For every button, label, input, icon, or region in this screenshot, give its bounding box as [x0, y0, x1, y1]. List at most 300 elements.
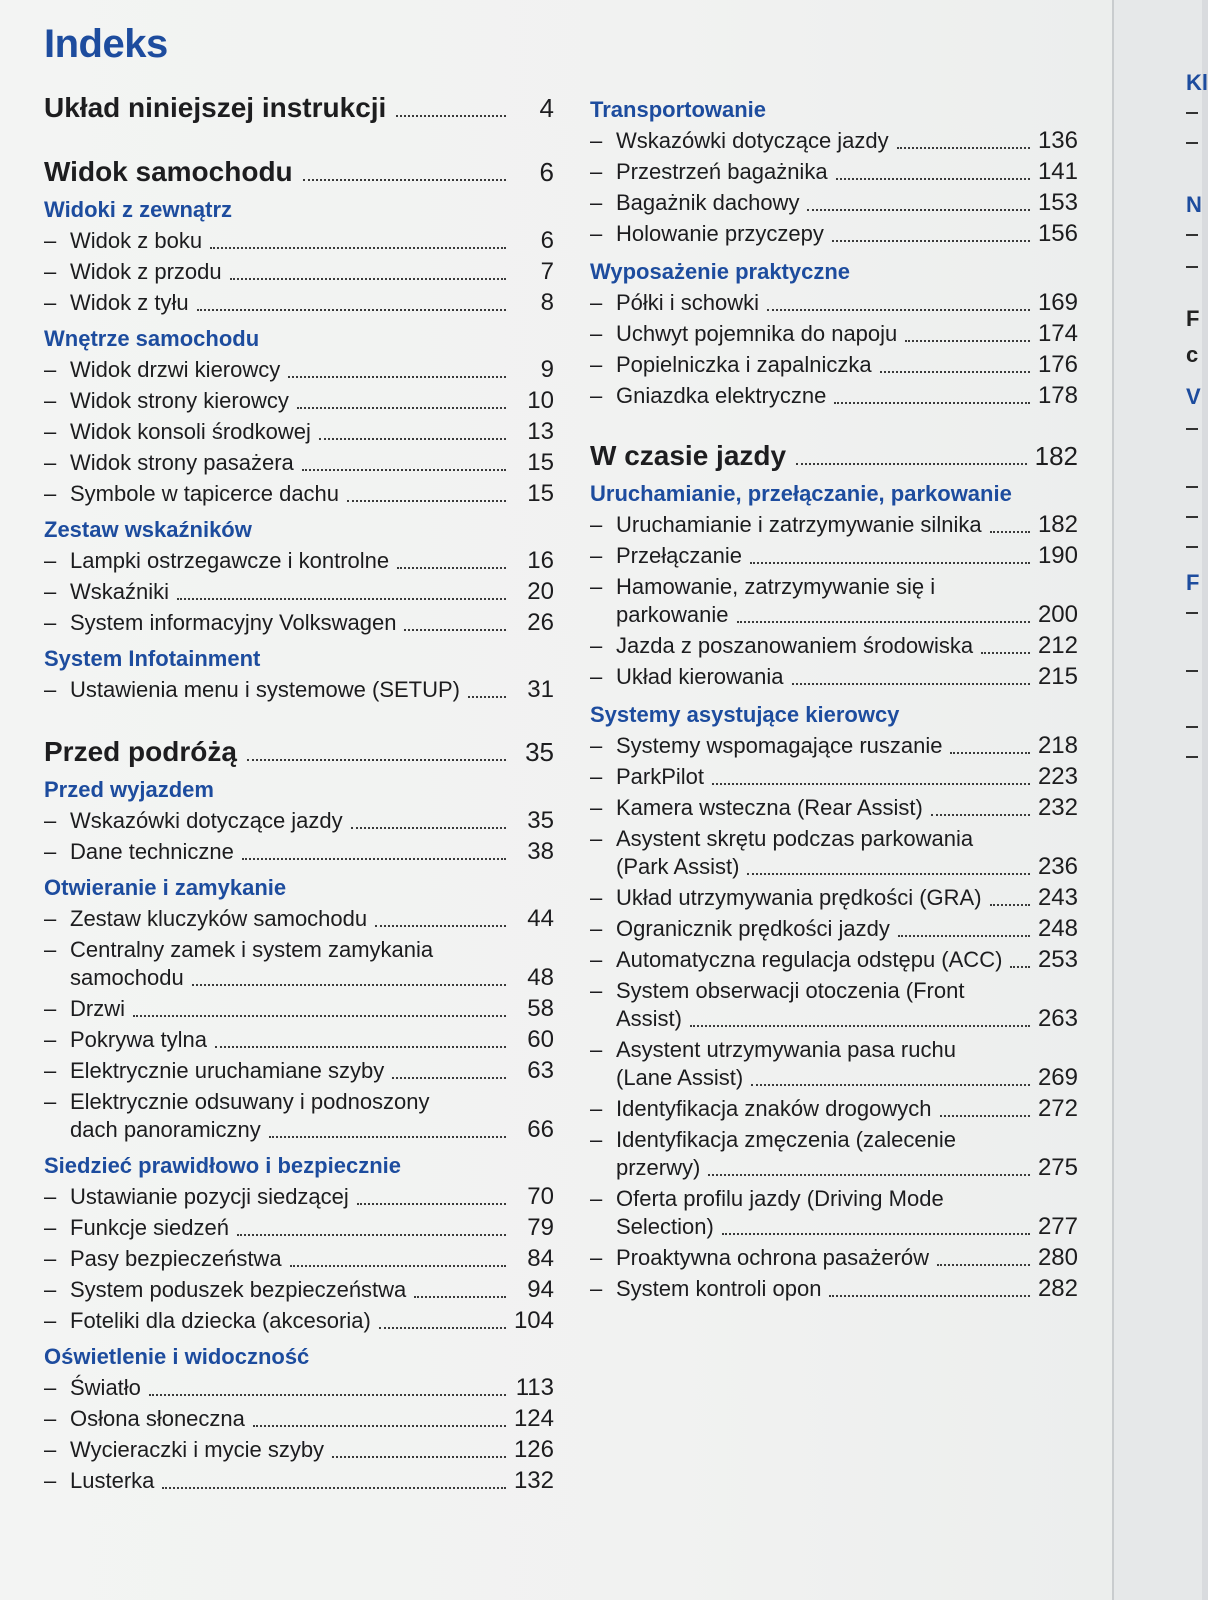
- entry-page-number: 243: [1037, 884, 1078, 911]
- entry-page-number: 174: [1037, 320, 1078, 347]
- entry-text: Asystent utrzymywania pasa ruchu: [616, 1037, 956, 1062]
- index-section: [44, 736, 554, 1495]
- index-entry: [590, 542, 1078, 570]
- edge-dash: [1186, 428, 1198, 430]
- index-entry: [590, 663, 1078, 691]
- dot-leader: [197, 309, 506, 311]
- entry-text-wrap: [70, 936, 514, 992]
- entry-page-number: 182: [1037, 511, 1078, 538]
- index-entry: [44, 905, 554, 933]
- dot-leader: [712, 783, 1030, 785]
- entry-dash: –: [590, 574, 603, 599]
- entry-dash: –: [590, 978, 603, 1003]
- entry-dash: –: [590, 128, 603, 153]
- entry-dash: –: [590, 352, 603, 377]
- index-column-right: [590, 92, 1078, 1303]
- index-entry: [44, 258, 554, 286]
- index-entry: [590, 1095, 1078, 1123]
- index-entry: [590, 794, 1078, 822]
- entry-text: Ustawianie pozycji siedzącej: [70, 1184, 349, 1209]
- dot-leader: [937, 1264, 1030, 1266]
- entry-text: Jazda z poszanowaniem środowiska: [616, 633, 974, 658]
- edge-fragment: F: [1186, 570, 1200, 595]
- entry-text: Zestaw kluczyków samochodu: [70, 906, 368, 931]
- section-heading-row: [44, 156, 554, 188]
- index-entry: [590, 763, 1078, 791]
- dot-leader: [302, 469, 506, 471]
- entry-continuation-row: [70, 1116, 514, 1144]
- entry-page-number: 132: [513, 1467, 554, 1494]
- subsection-title: Widoki z zewnątrz: [44, 197, 233, 222]
- entry-dash: –: [590, 512, 603, 537]
- dot-leader: [414, 1296, 506, 1298]
- subsection-title: Systemy asystujące kierowcy: [590, 702, 900, 727]
- entry-text: Funkcje siedzeń: [70, 1215, 229, 1240]
- entry-text: Widok strony kierowcy: [70, 388, 289, 413]
- entry-page-number: 13: [527, 418, 554, 445]
- entry-text: Elektrycznie uruchamiane szyby: [70, 1058, 385, 1083]
- entry-page-number: 16: [527, 547, 554, 574]
- dot-leader: [253, 1425, 506, 1427]
- entry-text: Gniazdka elektryczne: [616, 383, 827, 408]
- index-entry: [590, 1244, 1078, 1272]
- entry-dash: –: [44, 228, 57, 253]
- index-entry: [44, 356, 554, 384]
- dot-leader: [351, 827, 506, 829]
- edge-fragment: N: [1186, 192, 1202, 217]
- edge-dash: [1186, 234, 1198, 236]
- entry-dash: –: [44, 1308, 57, 1333]
- entry-page-number: 6: [540, 227, 554, 254]
- entry-text: Proaktywna ochrona pasażerów: [616, 1245, 930, 1270]
- entry-text-continued: Assist): [616, 1006, 682, 1031]
- dot-leader: [303, 179, 506, 181]
- entry-dash: –: [590, 733, 603, 758]
- entry-page-number: 44: [527, 905, 554, 932]
- entry-dash: –: [44, 610, 57, 635]
- index-section: [44, 156, 554, 704]
- entry-text: Pokrywa tylna: [70, 1027, 207, 1052]
- entry-dash: –: [44, 1277, 57, 1302]
- entry-text: Pasy bezpieczeństwa: [70, 1246, 282, 1271]
- dot-leader: [404, 629, 506, 631]
- entry-page-number: 248: [1037, 915, 1078, 942]
- entry-dash: –: [44, 1246, 57, 1271]
- dot-leader: [990, 531, 1030, 533]
- entry-text: System poduszek bezpieczeństwa: [70, 1277, 407, 1302]
- entry-text: Centralny zamek i system zamykania: [70, 937, 434, 962]
- edge-fragment: V: [1186, 384, 1201, 409]
- index-entry: [44, 480, 554, 508]
- entry-page-number: 38: [527, 838, 554, 865]
- section-page-number: 4: [539, 93, 554, 123]
- section-page-number: 6: [539, 157, 554, 187]
- entry-text-continued: parkowanie: [616, 602, 729, 627]
- entry-page-number: 178: [1037, 382, 1078, 409]
- index-entry: [44, 1374, 554, 1402]
- dot-leader: [750, 562, 1030, 564]
- entry-text: Systemy wspomagające ruszanie: [616, 733, 943, 758]
- entry-page-number: 190: [1037, 542, 1078, 569]
- entry-text: Dane techniczne: [70, 839, 234, 864]
- subsection-title: Siedzieć prawidłowo i bezpiecznie: [44, 1153, 401, 1178]
- index-entry: [590, 1185, 1078, 1241]
- section-title: Przed podróżą: [44, 736, 237, 767]
- edge-dash: [1186, 546, 1198, 548]
- entry-text: ParkPilot: [616, 764, 705, 789]
- entry-text: Kamera wsteczna (Rear Assist): [616, 795, 923, 820]
- dot-leader: [396, 115, 506, 117]
- entry-text-continued: przerwy): [616, 1155, 701, 1180]
- entry-dash: –: [590, 190, 603, 215]
- entry-page-number: 275: [1037, 1154, 1078, 1181]
- entry-text: Identyfikacja zmęczenia (zalecenie: [616, 1127, 956, 1152]
- entry-text: Popielniczka i zapalniczka: [616, 352, 872, 377]
- entry-dash: –: [590, 1096, 603, 1121]
- index-entry: [44, 1307, 554, 1335]
- entry-dash: –: [44, 1406, 57, 1431]
- entry-dash: –: [590, 633, 603, 658]
- entry-page-number: 126: [513, 1436, 554, 1463]
- dot-leader: [990, 904, 1030, 906]
- entry-text: Wskazówki dotyczące jazdy: [616, 128, 889, 153]
- dot-leader: [242, 858, 506, 860]
- subsection-title: Przed wyjazdem: [44, 777, 214, 802]
- dot-leader: [392, 1077, 506, 1079]
- entry-text-wrap: [616, 977, 1038, 1033]
- dot-leader: [981, 652, 1030, 654]
- dot-leader: [807, 209, 1030, 211]
- dot-leader: [149, 1394, 506, 1396]
- entry-text-wrap: [616, 1036, 1038, 1092]
- entry-dash: –: [44, 548, 57, 573]
- entry-continuation-row: [616, 1154, 1038, 1182]
- entry-dash: –: [44, 1375, 57, 1400]
- index-entry: [44, 838, 554, 866]
- entry-dash: –: [590, 795, 603, 820]
- entry-dash: –: [44, 450, 57, 475]
- entry-text: Światło: [70, 1375, 141, 1400]
- dot-leader: [796, 463, 1027, 465]
- entry-continuation-row: [616, 1064, 1038, 1092]
- index-entry: [590, 1036, 1078, 1092]
- dot-leader: [468, 696, 506, 698]
- entry-text: Wycieraczki i mycie szyby: [70, 1437, 325, 1462]
- entry-text: Elektrycznie odsuwany i podnoszony: [70, 1089, 430, 1114]
- index-entry: [44, 227, 554, 255]
- entry-dash: –: [590, 1276, 603, 1301]
- entry-dash: –: [44, 419, 57, 444]
- entry-dash: –: [590, 1037, 603, 1062]
- entry-dash: –: [44, 290, 57, 315]
- dot-leader: [269, 1136, 506, 1138]
- entry-dash: –: [44, 259, 57, 284]
- index-entry: [44, 936, 554, 992]
- entry-dash: –: [590, 1245, 603, 1270]
- entry-page-number: 277: [1037, 1213, 1078, 1240]
- entry-text: Osłona słoneczna: [70, 1406, 245, 1431]
- dot-leader: [722, 1233, 1030, 1235]
- entry-page-number: 153: [1037, 189, 1078, 216]
- entry-page-number: 269: [1037, 1064, 1078, 1091]
- entry-text-continued: (Lane Assist): [616, 1065, 744, 1090]
- entry-text: Wskazówki dotyczące jazdy: [70, 808, 343, 833]
- dot-leader: [747, 873, 1029, 875]
- dot-leader: [829, 1295, 1030, 1297]
- index-entry: [44, 1214, 554, 1242]
- index-entry: [590, 977, 1078, 1033]
- index-entry: [44, 1436, 554, 1464]
- entry-dash: –: [44, 579, 57, 604]
- entry-page-number: 136: [1037, 127, 1078, 154]
- subsection-title: Wnętrze samochodu: [44, 326, 260, 351]
- entry-text: Drzwi: [70, 996, 125, 1021]
- dot-leader: [297, 407, 506, 409]
- dot-leader: [708, 1174, 1030, 1176]
- entry-page-number: 26: [527, 609, 554, 636]
- index-entry: [44, 449, 554, 477]
- section-page-number: 182: [1034, 441, 1078, 471]
- index-entry: [590, 1275, 1078, 1303]
- subsection-title: Uruchamianie, przełączanie, parkowanie: [590, 481, 1012, 506]
- entry-continuation-row: [616, 1213, 1038, 1241]
- entry-dash: –: [590, 221, 603, 246]
- entry-page-number: 212: [1037, 632, 1078, 659]
- index-entry: [44, 995, 554, 1023]
- entry-dash: –: [44, 996, 57, 1021]
- entry-dash: –: [44, 481, 57, 506]
- entry-page-number: 35: [527, 807, 554, 834]
- index-section: [590, 96, 1078, 410]
- index-entry: [590, 189, 1078, 217]
- entry-dash: –: [590, 916, 603, 941]
- index-entry: [590, 320, 1078, 348]
- section-heading-row: [44, 736, 554, 768]
- dot-leader: [836, 178, 1030, 180]
- section-heading-row: [590, 440, 1078, 472]
- entry-continuation-row: [616, 601, 1038, 629]
- dot-leader: [767, 309, 1030, 311]
- subsection-title: Wyposażenie praktyczne: [590, 259, 851, 284]
- index-entry: [590, 127, 1078, 155]
- index-entry: [44, 609, 554, 637]
- entry-text: Asystent skrętu podczas parkowania: [616, 826, 974, 851]
- page-title: Indeks: [44, 22, 168, 66]
- dot-leader: [905, 340, 1030, 342]
- edge-dash: [1186, 266, 1198, 268]
- dot-leader: [230, 278, 506, 280]
- index-entry: [590, 732, 1078, 760]
- entry-dash: –: [590, 1127, 603, 1152]
- section-title: Widok samochodu: [44, 156, 293, 187]
- entry-text-continued: Selection): [616, 1214, 714, 1239]
- index-entry: [590, 511, 1078, 539]
- entry-text: Widok konsoli środkowej: [70, 419, 311, 444]
- entry-text-wrap: [616, 573, 1038, 629]
- edge-fragment: F: [1186, 306, 1200, 331]
- entry-page-number: 223: [1037, 763, 1078, 790]
- index-entry: [590, 884, 1078, 912]
- dot-leader: [950, 752, 1029, 754]
- entry-text: Bagażnik dachowy: [616, 190, 800, 215]
- dot-leader: [931, 814, 1030, 816]
- entry-dash: –: [44, 388, 57, 413]
- entry-text: Przestrzeń bagażnika: [616, 159, 828, 184]
- entry-page-number: 253: [1037, 946, 1078, 973]
- entry-page-number: 84: [527, 1245, 554, 1272]
- entry-dash: –: [44, 1437, 57, 1462]
- entry-dash: –: [590, 664, 603, 689]
- entry-text: Wskaźniki: [70, 579, 170, 604]
- entry-dash: –: [44, 357, 57, 382]
- index-entry: [44, 807, 554, 835]
- index-entry: [44, 1026, 554, 1054]
- dot-leader: [237, 1234, 506, 1236]
- entry-text-continued: dach panoramiczny: [70, 1117, 261, 1142]
- entry-page-number: 20: [527, 578, 554, 605]
- entry-text: Półki i schowki: [616, 290, 760, 315]
- entry-page-number: 48: [527, 964, 554, 991]
- entry-text: Lusterka: [70, 1468, 155, 1493]
- entry-page-number: 15: [527, 480, 554, 507]
- dot-leader: [133, 1015, 506, 1017]
- entry-page-number: 8: [540, 289, 554, 316]
- entry-dash: –: [590, 826, 603, 851]
- index-entry: [590, 158, 1078, 186]
- entry-text: Widok z tyłu: [70, 290, 189, 315]
- dot-leader: [215, 1046, 506, 1048]
- index-entry: [44, 578, 554, 606]
- dot-leader: [1010, 966, 1030, 968]
- entry-page-number: 280: [1037, 1244, 1078, 1271]
- next-page-edge: [1112, 0, 1208, 1600]
- subsection-title: Zestaw wskaźników: [44, 517, 252, 542]
- entry-text: Widok strony pasażera: [70, 450, 294, 475]
- index-entry: [590, 946, 1078, 974]
- entry-dash: –: [44, 1468, 57, 1493]
- entry-text: Ogranicznik prędkości jazdy: [616, 916, 890, 941]
- entry-page-number: 58: [527, 995, 554, 1022]
- entry-text: System kontroli opon: [616, 1276, 822, 1301]
- index-entry: [44, 1405, 554, 1433]
- index-entry: [44, 387, 554, 415]
- entry-dash: –: [590, 543, 603, 568]
- entry-text: Foteliki dla dziecka (akcesoria): [70, 1308, 371, 1333]
- entry-page-number: 94: [527, 1276, 554, 1303]
- index-entry: [44, 1183, 554, 1211]
- subsection-title: System Infotainment: [44, 646, 261, 671]
- entry-continuation-row: [616, 1005, 1038, 1033]
- subsection-title: Oświetlenie i widoczność: [44, 1344, 310, 1369]
- entry-text: System informacyjny Volkswagen: [70, 610, 397, 635]
- entry-page-number: 124: [513, 1405, 554, 1432]
- index-entry: [590, 632, 1078, 660]
- entry-text: Układ utrzymywania prędkości (GRA): [616, 885, 982, 910]
- dot-leader: [290, 1265, 506, 1267]
- entry-text: Ustawienia menu i systemowe (SETUP): [70, 677, 461, 702]
- edge-fragment: Kl: [1186, 70, 1208, 95]
- edge-dash: [1186, 112, 1198, 114]
- dot-leader: [192, 984, 506, 986]
- entry-continuation-row: [616, 853, 1038, 881]
- index-entry: [590, 573, 1078, 629]
- entry-text: Uruchamianie i zatrzymywanie silnika: [616, 512, 982, 537]
- entry-dash: –: [590, 1186, 603, 1211]
- entry-dash: –: [44, 1215, 57, 1240]
- entry-text: Widok z boku: [70, 228, 203, 253]
- index-section: [44, 92, 554, 124]
- index-section: [590, 440, 1078, 1303]
- entry-text: Przełączanie: [616, 543, 742, 568]
- entry-text-wrap: [616, 825, 1038, 881]
- entry-dash: –: [44, 839, 57, 864]
- edge-dash: [1186, 756, 1198, 758]
- entry-page-number: 15: [527, 449, 554, 476]
- entry-page-number: 169: [1037, 289, 1078, 316]
- entry-page-number: 263: [1037, 1005, 1078, 1032]
- entry-page-number: 66: [527, 1116, 554, 1143]
- entry-text: Oferta profilu jazdy (Driving Mode: [616, 1186, 944, 1211]
- dot-leader: [288, 376, 506, 378]
- entry-dash: –: [590, 321, 603, 346]
- edge-fragment: c: [1186, 342, 1199, 367]
- entry-dash: –: [44, 808, 57, 833]
- dot-leader: [834, 402, 1030, 404]
- section-title: W czasie jazdy: [590, 440, 787, 471]
- entry-text: Automatyczna regulacja odstępu (ACC): [616, 947, 1003, 972]
- index-entry: [44, 1467, 554, 1495]
- dot-leader: [751, 1084, 1030, 1086]
- entry-page-number: 10: [527, 387, 554, 414]
- entry-text-wrap: [70, 1088, 514, 1144]
- entry-dash: –: [590, 383, 603, 408]
- edge-dash: [1186, 516, 1198, 518]
- index-entry: [44, 547, 554, 575]
- index-entry: [44, 1057, 554, 1085]
- entry-page-number: 176: [1037, 351, 1078, 378]
- entry-dash: –: [590, 159, 603, 184]
- entry-page-number: 232: [1037, 794, 1078, 821]
- entry-text: Identyfikacja znaków drogowych: [616, 1096, 932, 1121]
- index-entry: [44, 289, 554, 317]
- entry-dash: –: [590, 885, 603, 910]
- entry-dash: –: [590, 764, 603, 789]
- edge-dash: [1186, 726, 1198, 728]
- entry-dash: –: [44, 1027, 57, 1052]
- index-entry: [590, 220, 1078, 248]
- entry-text: Widok z przodu: [70, 259, 222, 284]
- dot-leader: [347, 500, 506, 502]
- entry-text: Układ kierowania: [616, 664, 784, 689]
- entry-page-number: 156: [1037, 220, 1078, 247]
- index-entry: [590, 382, 1078, 410]
- dot-leader: [898, 935, 1030, 937]
- entry-dash: –: [44, 1089, 57, 1114]
- dot-leader: [177, 598, 506, 600]
- entry-dash: –: [44, 937, 57, 962]
- section-heading-row: [44, 92, 554, 124]
- dot-leader: [940, 1115, 1030, 1117]
- entry-page-number: 31: [527, 676, 554, 703]
- entry-page-number: 63: [527, 1057, 554, 1084]
- entry-text: Holowanie przyczepy: [616, 221, 824, 246]
- entry-text-continued: samochodu: [70, 965, 184, 990]
- index-entry: [590, 915, 1078, 943]
- entry-dash: –: [590, 290, 603, 315]
- dot-leader: [379, 1327, 506, 1329]
- dot-leader: [332, 1456, 506, 1458]
- dot-leader: [210, 247, 506, 249]
